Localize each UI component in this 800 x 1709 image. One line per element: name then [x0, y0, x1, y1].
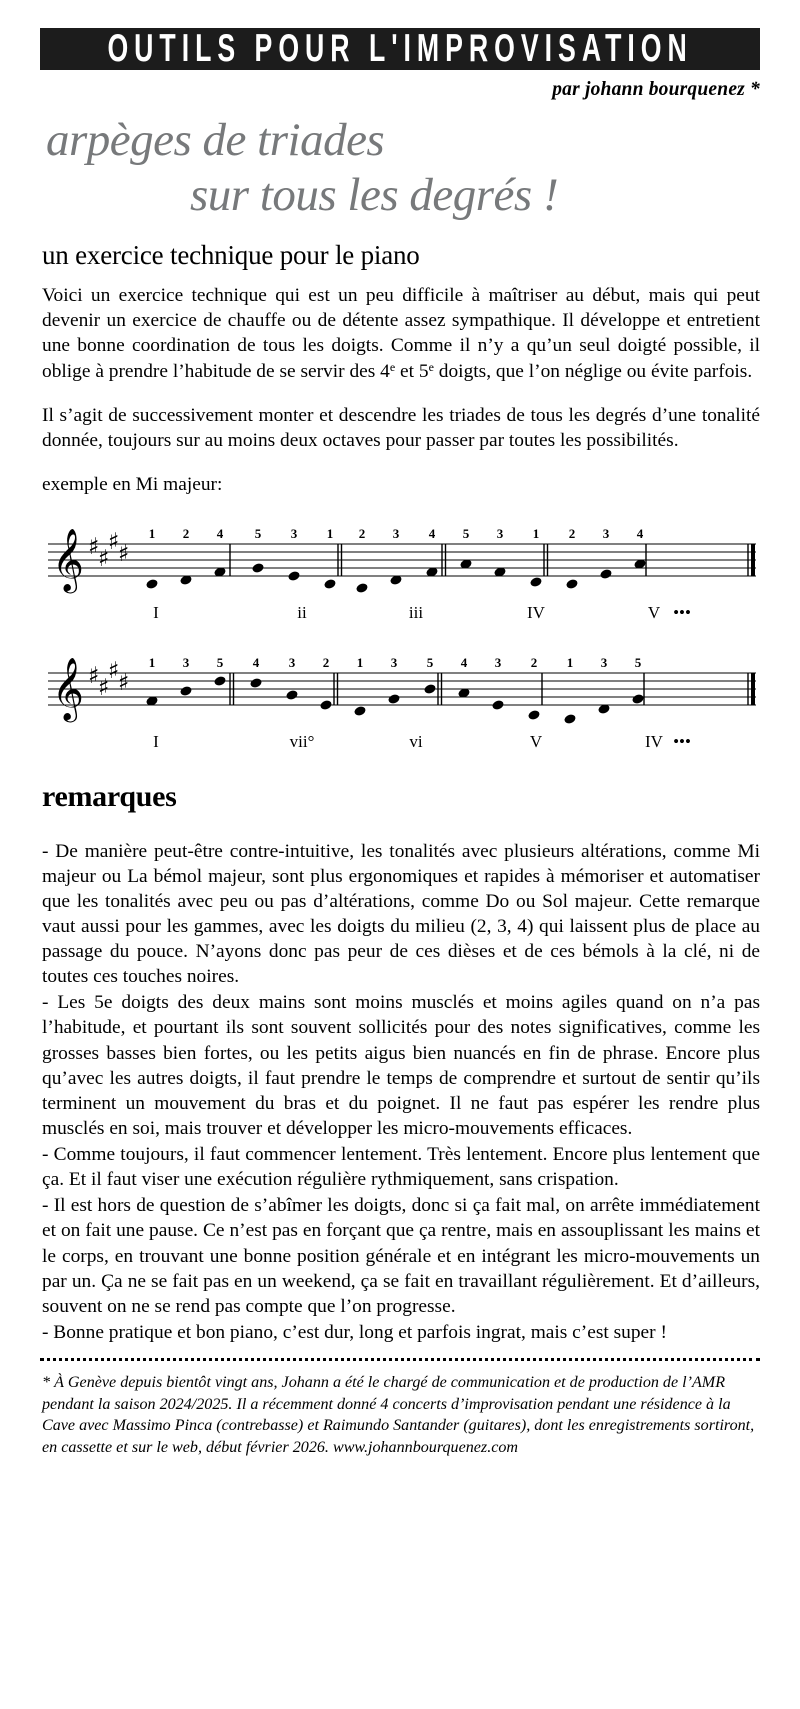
remarques-list [40, 839, 760, 1346]
fingering-number: 3 [600, 654, 608, 670]
degree-label: V [647, 602, 661, 622]
treble-clef-icon [52, 528, 84, 594]
music-notation [44, 512, 760, 762]
footnote: * À Genève depuis bientôt vingt ans, Johann a été le chargé de communication et de production de l’AMR pendant la saison 2024/2025. Il a récemment donné 4 concerts d’improvisation pendant une résidence à la Cave avec Massimo Pinca (contrebasse) et Raimundo Santander (guitares), dont les enregistrements sortiront, en cassette et sur le web, début février 2026. www.johannbourquenez.com [42, 1374, 755, 1456]
intro-p1-ordinal-5-suffix: e [428, 359, 434, 374]
svg-text:♯: ♯ [118, 540, 130, 567]
degree-label: I [153, 731, 159, 751]
fingering-number: 2 [322, 654, 330, 670]
music-staff-2 [44, 641, 760, 762]
fingering-number: 2 [358, 525, 366, 541]
page-title-line-2: sur tous les degrés ! [190, 169, 559, 222]
intro-p1-ordinal-5: 5 [418, 360, 429, 382]
staff-lines-1 [48, 544, 756, 576]
fingering-number: 5 [462, 525, 470, 541]
byline: par johann bourquenez * [552, 79, 760, 100]
remarque-item: - Bonne pratique et bon piano, c’est dur, long et parfois ingrat, mais c’est super ! [42, 1321, 667, 1343]
fingering-number: 3 [494, 654, 502, 670]
example-label: exemple en Mi majeur: [42, 473, 223, 495]
degree-label: vi [409, 731, 423, 751]
dotted-divider [40, 1358, 760, 1361]
music-staff-1 [44, 512, 760, 633]
svg-text:𝄞: 𝄞 [52, 656, 84, 720]
fingering-number: 1 [148, 654, 156, 670]
header-banner-title: OUTILS POUR L'IMPROVISATION [107, 28, 693, 70]
fingering-number: 3 [496, 525, 504, 541]
fingering-number: 3 [392, 525, 400, 541]
fingering-number: 2 [182, 525, 190, 541]
degree-labels-1 [44, 602, 760, 628]
fingering-number: 4 [428, 525, 436, 541]
degree-label: IV [645, 731, 663, 751]
fingering-number: 3 [182, 654, 190, 670]
noteheads-2 [145, 675, 644, 725]
svg-text:♯: ♯ [108, 528, 120, 555]
fingering-number: 1 [356, 654, 364, 670]
intro-p1-part-c: doigts, que l’on néglige ou évite parfois. [433, 360, 753, 382]
fingering-number: 5 [216, 654, 224, 670]
fingering-number: 2 [530, 654, 538, 670]
degree-label: IV [527, 602, 545, 622]
fingering-number: 3 [290, 525, 298, 541]
svg-text:♯: ♯ [108, 657, 120, 684]
intro-p1-ordinal-4-suffix: e [389, 359, 396, 374]
remarque-item: - De manière peut-être contre-intuitive, les tonalités avec plusieurs altérations, comme Mi majeur ou La bémol majeur, sont plus ergonomiques et rapides à mémoriser et automatiser que les tonalités avec peu ou pas d’altérations, comme Do ou Sol majeur. Cette remarque vaut aussi pour les gammes, avec les doigts du milieu (2, 3, 4) qui laissent plus de place au passage du pouce. N’ayons donc pas peur de ces dièses et de ces bémols à la clé, ni de toutes ces touches noires. [42, 840, 760, 988]
page-title [40, 113, 760, 224]
degree-label: V [529, 731, 543, 751]
fingering-number: 1 [148, 525, 156, 541]
svg-text:♯: ♯ [88, 662, 100, 689]
fingering-number: 5 [426, 654, 434, 670]
fingering-number: 4 [460, 654, 468, 670]
intro-paragraph-2: Il s’agit de successivement monter et descendre les triades de tous les degrés d’une tonalité donnée, toujours sur au moins deux octaves pour passer par toutes les possibilités. [42, 405, 760, 452]
remarque-item: - Il est hors de question de s’abîmer les doigts, donc si ça fait mal, on arrête immédiatement et on fait une pause. Ce n’est pas en forçant que ça rentre, mais en assouplissant les mains et le corps, en trouvant une bonne position générale et en intégrant les micro-mouvements un par un. Ça ne se fait pas en un weekend, ça se fait en travaillant régulièrement. Et d’ailleurs, souvent on ne se rend pas compte que l’on progresse. [42, 1195, 760, 1317]
svg-text:♯: ♯ [98, 674, 110, 701]
page-title-line-1: arpèges de triades [46, 114, 385, 166]
intro-paragraph-1 [42, 283, 760, 384]
fingering-number: 4 [216, 525, 224, 541]
degree-label: I [153, 602, 159, 622]
remarques-heading: remarques [42, 779, 177, 813]
staff-2-continuation: ••• [673, 731, 691, 751]
treble-clef-icon [52, 657, 84, 723]
svg-text:𝄞: 𝄞 [52, 527, 84, 591]
fingering-number: 1 [326, 525, 334, 541]
fingering-number: 5 [254, 525, 262, 541]
fingering-number: 5 [634, 654, 642, 670]
header-banner [40, 28, 760, 70]
svg-text:♯: ♯ [98, 545, 110, 572]
degree-labels-2 [44, 731, 760, 757]
intro-p1-ordinal-4: 4 [380, 360, 390, 382]
degree-label: vii° [289, 731, 315, 751]
fingering-numbers-1 [149, 526, 644, 541]
remarque-item: - Les 5e doigts des deux mains sont moins musclés et moins agiles quand on n’a pas l’habitude, et pourtant ils sont souvent sollicités pour des notes significatives, comme les grosses basses bien fortes, ou les petits aigus bien nuancés en fin de phrase. Encore plus qu’avec les autres doigts, il faut prendre le temps de comprendre et surtout de sentir qu’ils terminent un mouvement du bras et du poignet. Il ne faut pas espérer les rendre plus musclés en soi, mais trouver et développer les micro-mouvements efficaces. [42, 992, 760, 1139]
key-signature-4-sharps [88, 529, 129, 572]
degree-label: iii [408, 602, 424, 622]
svg-text:♯: ♯ [118, 669, 130, 696]
fingering-number: 2 [568, 525, 576, 541]
fingering-number: 4 [252, 654, 260, 670]
fingering-number: 3 [288, 654, 296, 670]
fingering-number: 1 [566, 654, 574, 670]
page-subtitle: un exercice technique pour le piano [42, 239, 420, 270]
fingering-number: 3 [602, 525, 610, 541]
staff-1-continuation: ••• [673, 602, 691, 622]
fingering-number: 1 [532, 525, 540, 541]
fingering-numbers-2 [149, 655, 642, 670]
fingering-number: 3 [390, 654, 398, 670]
key-signature-4-sharps [88, 658, 129, 701]
intro-p1-part-b: et [395, 360, 419, 382]
remarque-item: - Comme toujours, il faut commencer lentement. Très lentement. Encore plus lentement que ça. Et il faut viser une exécution régulière rythmiquement, sans crispation. [42, 1144, 760, 1191]
degree-label: ii [297, 602, 307, 622]
svg-text:♯: ♯ [88, 533, 100, 560]
fingering-number: 4 [636, 525, 644, 541]
intro-p1-part-a: Voici un exercice technique qui est un peu difficile à maîtriser au début, mais qui peut devenir un exercice de chauffe ou de détente assez sympathique. Il développe et entretient une bonne coordination de tous les doigts. Comme il n’y a qu’un seul doigté possible, il oblige à prendre l’habitude de se servir des [42, 284, 760, 382]
article-page [0, 28, 800, 1709]
